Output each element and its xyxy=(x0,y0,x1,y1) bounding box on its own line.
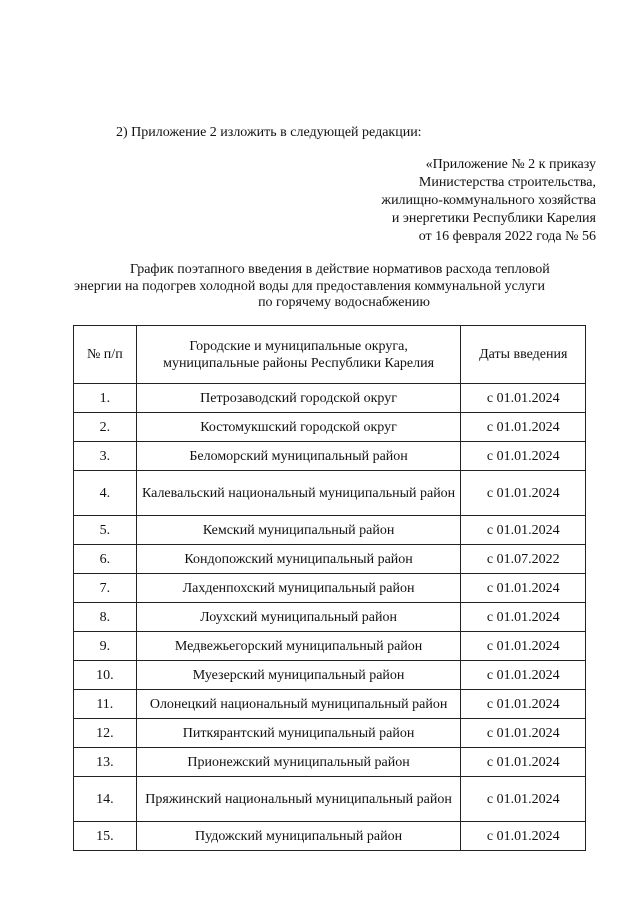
row-date: с 01.01.2024 xyxy=(461,822,586,851)
row-date: с 01.01.2024 xyxy=(461,661,586,690)
table-row xyxy=(74,690,586,719)
table-row xyxy=(74,384,586,413)
row-number: 3. xyxy=(74,442,137,471)
row-district: Беломорский муниципальный район xyxy=(136,442,461,471)
schedule-table xyxy=(73,325,586,851)
header-district: Городские и муниципальные округа, муниципальные районы Республики Карелия xyxy=(136,326,461,384)
table-row xyxy=(74,822,586,851)
row-number: 2. xyxy=(74,413,137,442)
row-date: с 01.01.2024 xyxy=(461,719,586,748)
table-row xyxy=(74,442,586,471)
table-row xyxy=(74,413,586,442)
table-row xyxy=(74,471,586,516)
appendix-line: жилищно-коммунального хозяйства xyxy=(381,193,596,208)
row-number: 12. xyxy=(74,719,137,748)
row-number: 9. xyxy=(74,632,137,661)
table-row xyxy=(74,545,586,574)
row-number: 5. xyxy=(74,516,137,545)
row-district: Кондопожский муниципальный район xyxy=(136,545,461,574)
row-number: 1. xyxy=(74,384,137,413)
row-number: 4. xyxy=(74,471,137,516)
table-row xyxy=(74,748,586,777)
table-row xyxy=(74,719,586,748)
schedule-title xyxy=(74,262,614,312)
row-date: с 01.07.2022 xyxy=(461,545,586,574)
row-district: Кемский муниципальный район xyxy=(136,516,461,545)
row-number: 14. xyxy=(74,777,137,822)
row-date: с 01.01.2024 xyxy=(461,748,586,777)
row-date: с 01.01.2024 xyxy=(461,603,586,632)
row-district: Питкярантский муниципальный район xyxy=(136,719,461,748)
amendment-intro: 2) Приложение 2 изложить в следующей редакции: xyxy=(116,125,422,140)
row-number: 11. xyxy=(74,690,137,719)
row-number: 6. xyxy=(74,545,137,574)
row-date: с 01.01.2024 xyxy=(461,413,586,442)
row-district: Пудожский муниципальный район xyxy=(136,822,461,851)
row-date: с 01.01.2024 xyxy=(461,516,586,545)
row-district: Лахденпохский муниципальный район xyxy=(136,574,461,603)
header-date: Даты введения xyxy=(461,326,586,384)
row-date: с 01.01.2024 xyxy=(461,777,586,822)
schedule-title-line: по горячему водоснабжению xyxy=(258,295,430,310)
header-number: № п/п xyxy=(74,326,137,384)
row-date: с 01.01.2024 xyxy=(461,690,586,719)
row-district: Медвежьегорский муниципальный район xyxy=(136,632,461,661)
row-date: с 01.01.2024 xyxy=(461,574,586,603)
row-district: Петрозаводский городской округ xyxy=(136,384,461,413)
row-date: с 01.01.2024 xyxy=(461,471,586,516)
table-row xyxy=(74,777,586,822)
row-number: 13. xyxy=(74,748,137,777)
appendix-line: Министерства строительства, xyxy=(418,175,596,190)
appendix-line: «Приложение № 2 к приказу xyxy=(425,157,596,172)
row-number: 8. xyxy=(74,603,137,632)
table-row xyxy=(74,516,586,545)
table-row xyxy=(74,661,586,690)
row-district: Пряжинский национальный муниципальный район xyxy=(136,777,461,822)
row-date: с 01.01.2024 xyxy=(461,384,586,413)
table-row xyxy=(74,603,586,632)
appendix-reference xyxy=(381,156,596,246)
row-number: 7. xyxy=(74,574,137,603)
schedule-title-line: График поэтапного введения в действие нормативов расхода тепловой xyxy=(130,262,550,277)
row-district: Костомукшский городской округ xyxy=(136,413,461,442)
appendix-line: и энергетики Республики Карелия xyxy=(391,211,596,226)
table-row xyxy=(74,632,586,661)
row-number: 15. xyxy=(74,822,137,851)
table-row xyxy=(74,574,586,603)
schedule-title-line: энергии на подогрев холодной воды для предоставления коммунальной услуги xyxy=(74,278,546,294)
row-number: 10. xyxy=(74,661,137,690)
row-district: Прионежский муниципальный район xyxy=(136,748,461,777)
appendix-line: от 16 февраля 2022 года № 56 xyxy=(418,229,596,244)
row-date: с 01.01.2024 xyxy=(461,442,586,471)
table-header-row xyxy=(74,326,586,384)
row-district: Калевальский национальный муниципальный район xyxy=(136,471,461,516)
row-district: Лоухский муниципальный район xyxy=(136,603,461,632)
row-date: с 01.01.2024 xyxy=(461,632,586,661)
row-district: Олонецкий национальный муниципальный район xyxy=(136,690,461,719)
row-district: Муезерский муниципальный район xyxy=(136,661,461,690)
